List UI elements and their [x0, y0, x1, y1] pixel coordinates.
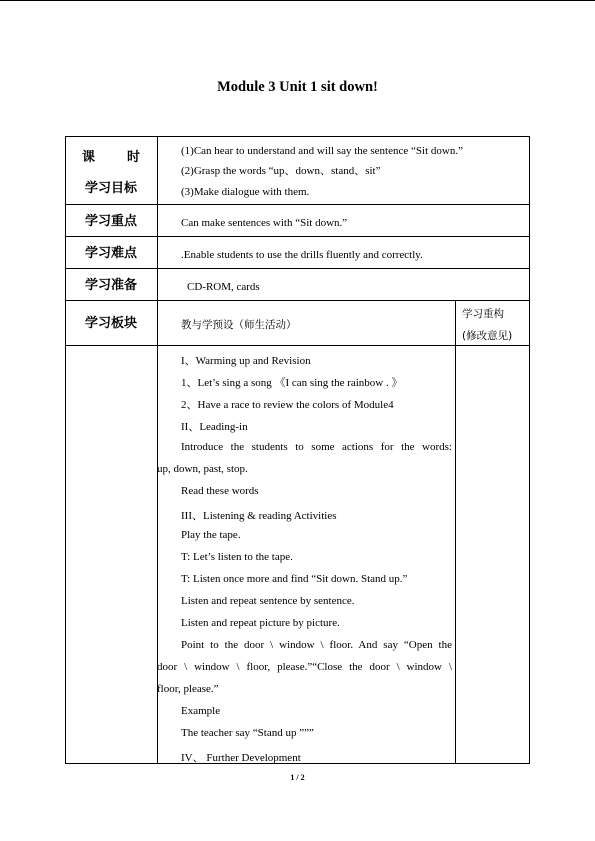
procedure-line: The teacher say “Stand up ””” [181, 727, 314, 739]
procedure-line: up, down, past, stop. [157, 463, 248, 475]
reconstruct-column-divider [455, 300, 456, 764]
procedure-line: Read these words [181, 485, 259, 497]
objectives-label: 学习目标 [84, 181, 137, 196]
page-number: 1 / 2 [290, 773, 305, 782]
row-divider [65, 345, 530, 346]
board-label: 学习板块 [84, 316, 137, 331]
reconstruct-note: (修改意见) [462, 330, 513, 342]
procedure-line: Listen and repeat picture by picture. [181, 617, 340, 629]
procedure-line: T: Listen once more and find “Sit down. Stand up.” [181, 573, 408, 585]
row-divider [65, 268, 530, 269]
key-points-label: 学习重点 [84, 214, 137, 229]
key-points-text: Can make sentences with “Sit down.” [181, 217, 348, 229]
table-border-top [65, 136, 530, 137]
row-divider [65, 236, 530, 237]
procedure-line: floor, please.” [157, 683, 219, 695]
difficulties-text: .Enable students to use the drills fluently and correctly. [181, 249, 423, 261]
procedure-line: II、Leading-in [181, 421, 248, 433]
reconstruct-label: 学习重构 [462, 308, 504, 320]
table-border-right [529, 136, 530, 764]
procedure-line: I、Warming up and Revision [181, 355, 311, 367]
period-label [65, 146, 157, 165]
procedure-line: IV、 Further Development [181, 752, 301, 764]
procedure-line: Play the tape. [181, 529, 241, 541]
top-rule [0, 0, 595, 1]
difficulties-label: 学习难点 [84, 246, 137, 261]
period-label-b: 时 [127, 150, 141, 165]
row-divider [65, 300, 530, 301]
procedure-line: III、Listening & reading Activities [181, 510, 337, 522]
preparation-label: 学习准备 [84, 278, 137, 293]
procedure-line: Listen and repeat sentence by sentence. [181, 595, 355, 607]
objective-2: (2)Grasp the words “up、down、stand、sit” [181, 165, 381, 177]
table-border-left [65, 136, 66, 764]
lesson-table [65, 136, 530, 764]
procedure-line: door \ window \ floor, please.”“Close the door \ window \ [157, 661, 452, 673]
period-label-a: 课 [81, 150, 95, 165]
objective-1: (1)Can hear to understand and will say the sentence “Sit down.” [181, 145, 463, 157]
preparation-text: CD-ROM, cards [187, 281, 260, 293]
procedure-line: 2、Have a race to review the colors of Module4 [181, 399, 394, 411]
page-title: Module 3 Unit 1 sit down! [217, 79, 378, 95]
row-divider [65, 204, 530, 205]
procedure-line: Introduce the students to some actions for the words: [181, 441, 452, 453]
procedure-line: Point to the door \ window \ floor. And say “Open the [181, 639, 452, 651]
procedure-line: 1、Let’s sing a song 《I can sing the rainbow . 》 [181, 377, 403, 389]
board-text: 教与学预设（师生活动） [181, 319, 297, 331]
procedure-line: Example [181, 705, 221, 717]
objective-3: (3)Make dialogue with them. [181, 186, 310, 198]
procedure-line: T: Let’s listen to the tape. [181, 551, 293, 563]
